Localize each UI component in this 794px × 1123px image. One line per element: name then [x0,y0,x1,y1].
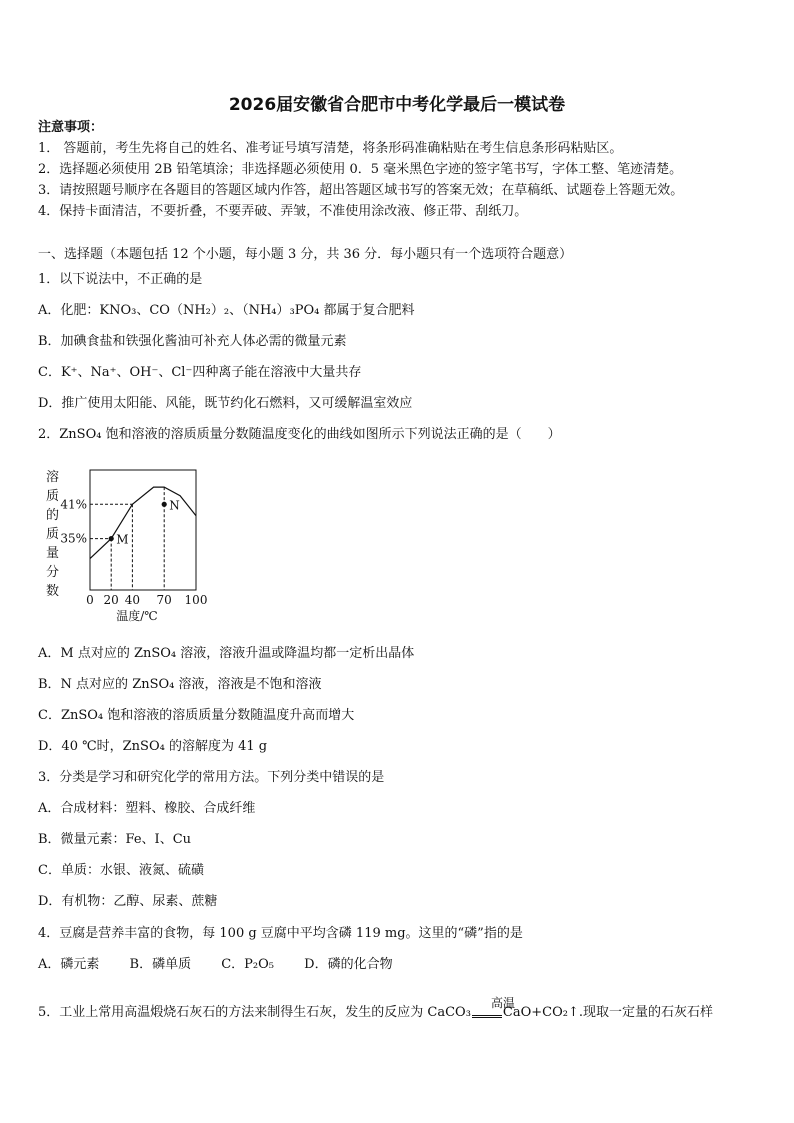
question-stem [38,1005,713,1021]
question-stem: 2．ZnSO₄ 饱和溶液的溶质质量分数随温度变化的曲线如图所示下列说法正确的是（ ） [38,427,561,442]
option-a: A．磷元素 [38,957,100,972]
option-d: D．有机物：乙醇、尿素、蔗糖 [38,894,218,909]
option-d: D．40 ℃时，ZnSO₄ 的溶解度为 41 g [38,739,268,754]
chart-xtick-label: 100 [184,593,208,607]
notice-item: 4．保持卡面清洁，不要折叠，不要弄破、弄皱，不准使用涂改液、修正带、刮纸刀。 [38,204,528,219]
option-b: B．磷单质 [129,957,192,972]
chart-frame [90,470,196,590]
chart-ylabel-char: 质 [46,489,60,504]
chart-ylabel-char: 质 [46,527,60,542]
chart-xtick-label: 20 [103,593,119,607]
option-a: A．合成材料：塑料、橡胶、合成纤维 [38,801,256,816]
notice-item: 3．请按照题号顺序在各题目的答题区域内作答，超出答题区域书写的答案无效；在草稿纸、试题卷上答题无效。 [38,183,684,198]
chart-curve [90,487,196,558]
chart-point [162,502,167,507]
stem-after: CaO+CO₂↑.现取一定量的石灰石样 [502,1005,714,1020]
question-stem: 3．分类是学习和研究化学的常用方法。下列分类中错误的是 [38,770,385,785]
stem-before: 5．工业上常用高温煅烧石灰石的方法来制得生石灰，发生的反应为 CaCO₃ [38,1005,471,1020]
chart-point-label: M [116,532,129,547]
chart-ytick-label: 35% [60,531,87,546]
option-d: D．推广使用太阳能、风能，既节约化石燃料，又可缓解温室效应 [38,396,413,411]
notice-item: 2．选择题必须使用 2B 铅笔填涂；非选择题必须使用 0．5 毫米黑色字迹的签字笔书写，字体工整、笔迹清楚。 [38,162,683,177]
option-a: A．化肥：KNO₃、CO（NH₂）₂、（NH₄）₃PO₄ 都属于复合肥料 [38,303,415,318]
reaction-condition: 高温 [491,996,516,1010]
solubility-chart [40,460,220,630]
chart-xtick-label: 70 [156,593,172,607]
option-c: C．K⁺、Na⁺、OH⁻、Cl⁻四种离子能在溶液中大量共存 [38,365,362,380]
notice-heading: 注意事项： [38,120,104,135]
section-heading: 一、选择题（本题包括 12 个小题，每小题 3 分，共 36 分．每小题只有一个选项符合题意） [38,247,573,262]
question-stem: 1．以下说法中，不正确的是 [38,272,203,287]
chart-point [109,536,114,541]
option-a: A．M 点对应的 ZnSO₄ 溶液，溶液升温或降温均都一定析出晶体 [38,646,415,661]
chart-xtick-label: 40 [124,593,141,607]
chart-ylabel-char: 分 [46,565,60,580]
option-b: B．加碘食盐和铁强化酱油可补充人体必需的微量元素 [38,334,347,349]
option-b: B．N 点对应的 ZnSO₄ 溶液，溶液是不饱和溶液 [38,677,322,692]
notice-item: 1． 答题前，考生先将自己的姓名、准考证号填写清楚，将条形码准确粘贴在考生信息条形码粘贴区。 [38,141,623,156]
option-c: C．P₂O₅ [221,957,275,972]
chart-ylabel-char: 数 [46,584,60,599]
option-c: C．单质：水银、液氮、硫磺 [38,863,204,878]
option-c: C．ZnSO₄ 饱和溶液的溶质质量分数随温度升高而增大 [38,708,355,723]
chart-ylabel-char: 溶 [46,470,60,485]
chart-ytick-label: 41% [60,497,87,512]
chart-point-label: N [169,498,180,513]
option-b: B．微量元素：Fe、I、Cu [38,832,192,847]
question-stem: 4．豆腐是营养丰富的食物，每 100 g 豆腐中平均含磷 119 mg。这里的“磷”指的是 [38,926,523,941]
page-title: 2026届安徽省合肥市中考化学最后一模试卷 [228,95,566,115]
chart-xlabel: 温度/℃ [116,609,158,623]
options-row [38,957,419,973]
chart-xtick-label: 0 [86,593,94,607]
option-d: D．磷的化合物 [304,957,393,972]
chart-ylabel-char: 量 [46,546,60,561]
chart-ylabel-char: 的 [46,508,60,523]
